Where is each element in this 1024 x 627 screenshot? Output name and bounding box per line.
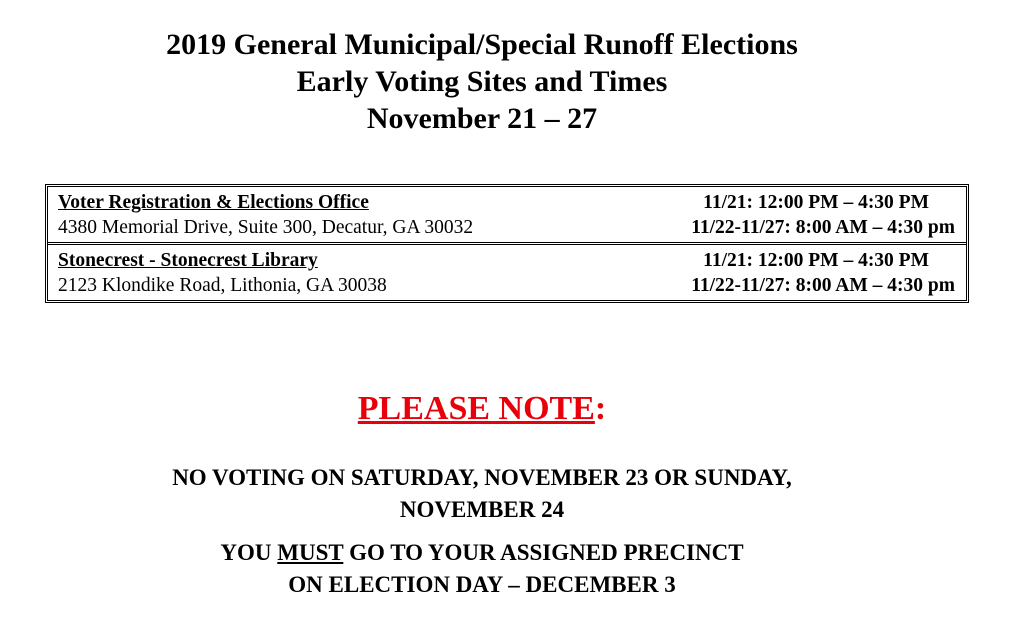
please-note-heading [0,388,964,430]
precinct-notice [0,537,964,601]
title-line-sites: Early Voting Sites and Times [296,65,668,98]
please-note-colon: : [594,390,607,427]
site-hours [691,248,955,298]
site-hours-first-day: 11/21: 12:00 PM – 4:30 PM [703,250,930,271]
precinct-suffix: GO TO YOUR ASSIGNED PRECINCT [343,540,744,565]
please-note-label: PLEASE NOTE [357,390,595,427]
title-line-dates: November 21 – 27 [366,102,598,135]
site-address: 4380 Memorial Drive, Suite 300, Decatur, GA 30032 [58,217,474,238]
precinct-line-1 [0,537,964,569]
no-voting-notice [0,462,964,526]
site-hours-first-day: 11/21: 12:00 PM – 4:30 PM [703,192,930,213]
site-name: Stonecrest - Stonecrest Library [58,250,318,271]
no-voting-line-1: NO VOTING ON SATURDAY, NOVEMBER 23 OR SUNDAY, [172,465,792,490]
site-row [48,187,966,242]
site-hours-remaining-days: 11/22-11/27: 8:00 AM – 4:30 pm [691,275,955,296]
title-line-election: 2019 General Municipal/Special Runoff Elections [166,28,798,61]
site-hours-remaining-days: 11/22-11/27: 8:00 AM – 4:30 pm [691,217,955,238]
document-title [0,26,964,137]
site-info [58,190,473,240]
site-row [48,242,966,300]
voting-sites-table [45,184,969,303]
site-info [58,248,387,298]
site-address: 2123 Klondike Road, Lithonia, GA 30038 [58,275,387,296]
no-voting-line-2: NOVEMBER 24 [399,497,565,522]
precinct-line-2: ON ELECTION DAY – DECEMBER 3 [288,572,676,597]
precinct-emphasis: MUST [277,540,344,565]
site-name: Voter Registration & Elections Office [58,192,369,213]
site-hours [691,190,955,240]
precinct-prefix: YOU [220,540,278,565]
